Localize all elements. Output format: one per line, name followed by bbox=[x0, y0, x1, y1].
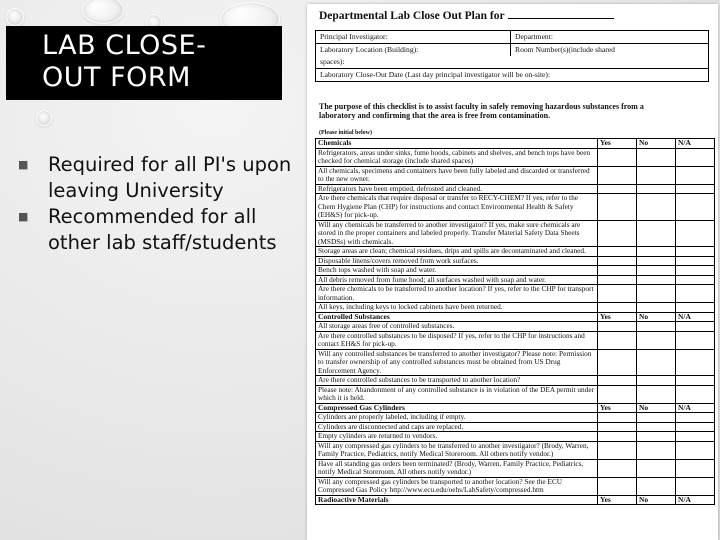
section-heading: Chemicals bbox=[316, 139, 598, 149]
initial-cell-na[interactable] bbox=[676, 422, 715, 432]
initial-cell-no[interactable] bbox=[637, 275, 676, 285]
checklist-row bbox=[316, 441, 715, 459]
column-header-yes: Yes bbox=[598, 495, 637, 505]
checklist-item-text: Are there chemicals to be transferred to another location? If yes, refer to the CHP for transport information. bbox=[316, 285, 598, 303]
initial-cell-yes[interactable] bbox=[598, 376, 637, 386]
decorative-bubble bbox=[82, 0, 124, 24]
checklist-row bbox=[316, 432, 715, 442]
title-blank-line bbox=[508, 9, 614, 19]
checklist-item-text: Empty cylinders are returned to vendors. bbox=[316, 432, 598, 442]
column-header-na: N/A bbox=[676, 139, 715, 149]
checklist-row bbox=[316, 477, 715, 495]
initial-cell-na[interactable] bbox=[676, 220, 715, 247]
checklist-row bbox=[316, 459, 715, 477]
initial-cell-yes[interactable] bbox=[598, 266, 637, 276]
initial-cell-yes[interactable] bbox=[598, 432, 637, 442]
initial-cell-no[interactable] bbox=[637, 459, 676, 477]
initial-cell-yes[interactable] bbox=[598, 256, 637, 266]
checklist-row bbox=[316, 194, 715, 221]
initial-cell-yes[interactable] bbox=[598, 247, 637, 257]
column-header-no: No bbox=[637, 403, 676, 413]
checklist-item-text: Refrigerators, areas under sinks, fume hoods, cabinets and shelves, and bench tops have been checked for chemical storage (include shared spaces) bbox=[316, 148, 598, 166]
initial-cell-yes[interactable] bbox=[598, 275, 637, 285]
initial-cell-yes[interactable] bbox=[598, 477, 637, 495]
checklist-item-text: Cylinders are disconnected and caps are replaced. bbox=[316, 422, 598, 432]
initial-cell-no[interactable] bbox=[637, 441, 676, 459]
title-line-2: OUT FORM bbox=[42, 62, 191, 93]
checklist-item-text: Cylinders are properly labeled, including if empty. bbox=[316, 413, 598, 423]
bullet-item: ■ Required for all PI's upon leaving University bbox=[18, 153, 292, 202]
initial-cell-na[interactable] bbox=[676, 441, 715, 459]
form-title: Departmental Lab Close Out Plan for bbox=[319, 9, 614, 22]
initial-cell-yes[interactable] bbox=[598, 166, 637, 184]
bullet-item: ■ Recommended for all other lab staff/students bbox=[18, 205, 277, 254]
checklist-item-text: Will any chemicals be transferred to another investigator? If yes, make sure chemicals are stored in the proper containers and labeled properly. Transfer Material Safety Data Sheets (MSDSs) with chemicals. bbox=[316, 220, 598, 247]
bullet-square-icon: ■ bbox=[18, 210, 29, 223]
initial-cell-yes[interactable] bbox=[598, 148, 637, 166]
checklist-row bbox=[316, 148, 715, 166]
initial-cell-yes[interactable] bbox=[598, 184, 637, 194]
decorative-bubble bbox=[36, 110, 52, 126]
initial-cell-na[interactable] bbox=[676, 322, 715, 332]
title-line-1: LAB CLOSE- bbox=[42, 30, 207, 61]
initial-cell-na[interactable] bbox=[676, 413, 715, 423]
initial-cell-na[interactable] bbox=[676, 247, 715, 257]
section-heading: Radioactive Materials bbox=[316, 495, 598, 505]
initial-cell-no[interactable] bbox=[637, 266, 676, 276]
initial-cell-yes[interactable] bbox=[598, 194, 637, 221]
spaces-field: spaces): bbox=[320, 57, 345, 66]
checklist-item-text: Are there controlled substances to be disposed? If yes, refer to the CHP for instructions and contact EH&S for pick-up. bbox=[316, 331, 598, 349]
initial-cell-yes[interactable] bbox=[598, 285, 637, 303]
checklist-item-text: Will any compressed gas cylinders to be transferred to another investigator? (Brody, Warren, Family Practice, Pediatrics, notify Medical Storeroom. All others notify vendor.) bbox=[316, 441, 598, 459]
initial-cell-no[interactable] bbox=[637, 194, 676, 221]
info-box bbox=[315, 30, 709, 82]
initial-cell-yes[interactable] bbox=[598, 303, 637, 313]
initial-cell-yes[interactable] bbox=[598, 422, 637, 432]
column-header-na: N/A bbox=[676, 312, 715, 322]
initial-cell-na[interactable] bbox=[676, 331, 715, 349]
checklist-item-text: Bench tops washed with soap and water. bbox=[316, 266, 598, 276]
initial-cell-no[interactable] bbox=[637, 331, 676, 349]
initial-cell-na[interactable] bbox=[676, 376, 715, 386]
checklist-item-text: Will any controlled substances be transferred to another investigator? Please note: Permission to transfer ownership of any controlled substances must be obtained from US Drug Enforcement Agency. bbox=[316, 349, 598, 376]
location-field: Laboratory Location (Building): bbox=[316, 44, 511, 56]
checklist-row bbox=[316, 349, 715, 376]
initial-cell-na[interactable] bbox=[676, 148, 715, 166]
initial-cell-no[interactable] bbox=[637, 247, 676, 257]
checklist-item-text: All storage areas free of controlled substances. bbox=[316, 322, 598, 332]
initial-cell-no[interactable] bbox=[637, 422, 676, 432]
initial-cell-yes[interactable] bbox=[598, 331, 637, 349]
initial-cell-yes[interactable] bbox=[598, 413, 637, 423]
initial-cell-no[interactable] bbox=[637, 148, 676, 166]
column-header-yes: Yes bbox=[598, 312, 637, 322]
initial-cell-no[interactable] bbox=[637, 285, 676, 303]
bullet-square-icon: ■ bbox=[18, 158, 29, 171]
section-header-row bbox=[316, 139, 715, 149]
initial-cell-yes[interactable] bbox=[598, 385, 637, 403]
initial-cell-yes[interactable] bbox=[598, 322, 637, 332]
section-heading: Controlled Substances bbox=[316, 312, 598, 322]
pi-field: Principal Investigator: bbox=[316, 31, 511, 43]
checklist-row bbox=[316, 322, 715, 332]
checklist-item-text: All keys, including keys to locked cabinets have been returned. bbox=[316, 303, 598, 313]
initial-cell-no[interactable] bbox=[637, 220, 676, 247]
column-header-no: No bbox=[637, 139, 676, 149]
decorative-bubble bbox=[6, 8, 24, 26]
initial-cell-no[interactable] bbox=[637, 349, 676, 376]
initial-cell-na[interactable] bbox=[676, 285, 715, 303]
initial-cell-no[interactable] bbox=[637, 184, 676, 194]
column-header-na: N/A bbox=[676, 495, 715, 505]
lab-closeout-form-document bbox=[307, 4, 718, 540]
rooms-field: Room Number(s)(include shared bbox=[515, 45, 615, 54]
column-header-no: No bbox=[637, 495, 676, 505]
checklist-item-text: Are there controlled substances to be transported to another location? bbox=[316, 376, 598, 386]
checklist-item-text: Please note: Abandonment of any controlled substance is in violation of the DEA permit under which it is held. bbox=[316, 385, 598, 403]
slide-title bbox=[42, 30, 206, 94]
initial-cell-na[interactable] bbox=[676, 256, 715, 266]
section-header-row bbox=[316, 495, 715, 505]
initial-cell-na[interactable] bbox=[676, 275, 715, 285]
checklist-row bbox=[316, 303, 715, 313]
initial-cell-na[interactable] bbox=[676, 266, 715, 276]
checklist-row bbox=[316, 166, 715, 184]
checklist-item-text: Disposable linens/covers removed from work surfaces. bbox=[316, 256, 598, 266]
initial-cell-no[interactable] bbox=[637, 477, 676, 495]
initial-cell-na[interactable] bbox=[676, 184, 715, 194]
checklist-item-text: Have all standing gas orders been terminated? (Brody, Warren, Family Practice, Pediatrics, notify Medical Storeroom. All others notify vendor.) bbox=[316, 459, 598, 477]
column-header-yes: Yes bbox=[598, 139, 637, 149]
purpose-statement: The purpose of this checklist is to assist faculty in safely removing hazardous substances from a laboratory and confirming that the area is free from contamination. bbox=[319, 102, 644, 120]
initial-cell-na[interactable] bbox=[676, 432, 715, 442]
initial-cell-na[interactable] bbox=[676, 385, 715, 403]
initial-cell-na[interactable] bbox=[676, 477, 715, 495]
initial-cell-no[interactable] bbox=[637, 322, 676, 332]
checklist-item-text: All debris removed from fume hood; all surfaces washed with soap and water. bbox=[316, 275, 598, 285]
checklist-item-text: Are there chemicals that require disposal or transfer to RECY-CHEM? If yes, refer to the Chem Hygiene Plan (CHP) for instructions and contact Environmental Health & Safety (EH&S) for pick-up. bbox=[316, 194, 598, 221]
checklist-item-text: Refrigerators have been emptied, defrosted and cleaned. bbox=[316, 184, 598, 194]
initial-cell-no[interactable] bbox=[637, 385, 676, 403]
initial-cell-no[interactable] bbox=[637, 376, 676, 386]
initial-cell-no[interactable] bbox=[637, 432, 676, 442]
bullet-list bbox=[18, 152, 298, 256]
initial-cell-na[interactable] bbox=[676, 166, 715, 184]
column-header-yes: Yes bbox=[598, 403, 637, 413]
checklist-row bbox=[316, 376, 715, 386]
checklist-row bbox=[316, 220, 715, 247]
initial-note: (Please initial below) bbox=[319, 130, 372, 136]
checklist-item-text: All chemicals, specimens and containers have been fully labeled and discarded or transferred to the new owner. bbox=[316, 166, 598, 184]
initial-cell-yes[interactable] bbox=[598, 220, 637, 247]
checklist-row bbox=[316, 247, 715, 257]
initial-cell-na[interactable] bbox=[676, 303, 715, 313]
initial-cell-na[interactable] bbox=[676, 349, 715, 376]
initial-cell-no[interactable] bbox=[637, 303, 676, 313]
initial-cell-no[interactable] bbox=[637, 256, 676, 266]
column-header-na: N/A bbox=[676, 403, 715, 413]
initial-cell-na[interactable] bbox=[676, 459, 715, 477]
initial-cell-yes[interactable] bbox=[598, 349, 637, 376]
checklist-row bbox=[316, 413, 715, 423]
section-heading: Compressed Gas Cylinders bbox=[316, 403, 598, 413]
column-header-no: No bbox=[637, 312, 676, 322]
checklist-table bbox=[315, 138, 715, 505]
checklist-row bbox=[316, 385, 715, 403]
initial-cell-yes[interactable] bbox=[598, 459, 637, 477]
initial-cell-no[interactable] bbox=[637, 166, 676, 184]
initial-cell-no[interactable] bbox=[637, 413, 676, 423]
checklist-item-text: Will any compressed gas cylinders be transported to another location? See the ECU Compressed Gas Policy http://www.ecu.edu/oehs/LabSafety/compressed.htm bbox=[316, 477, 598, 495]
checklist-row bbox=[316, 266, 715, 276]
closeout-date-field: Laboratory Close-Out Date (Last day principal investigator will be on-site): bbox=[320, 70, 551, 79]
checklist-row bbox=[316, 285, 715, 303]
initial-cell-na[interactable] bbox=[676, 194, 715, 221]
checklist-item-text: Storage areas are clean; chemical residues, drips and spills are decontaminated and cleaned. bbox=[316, 247, 598, 257]
initial-cell-yes[interactable] bbox=[598, 441, 637, 459]
department-field: Department: bbox=[515, 32, 553, 41]
checklist-row bbox=[316, 331, 715, 349]
